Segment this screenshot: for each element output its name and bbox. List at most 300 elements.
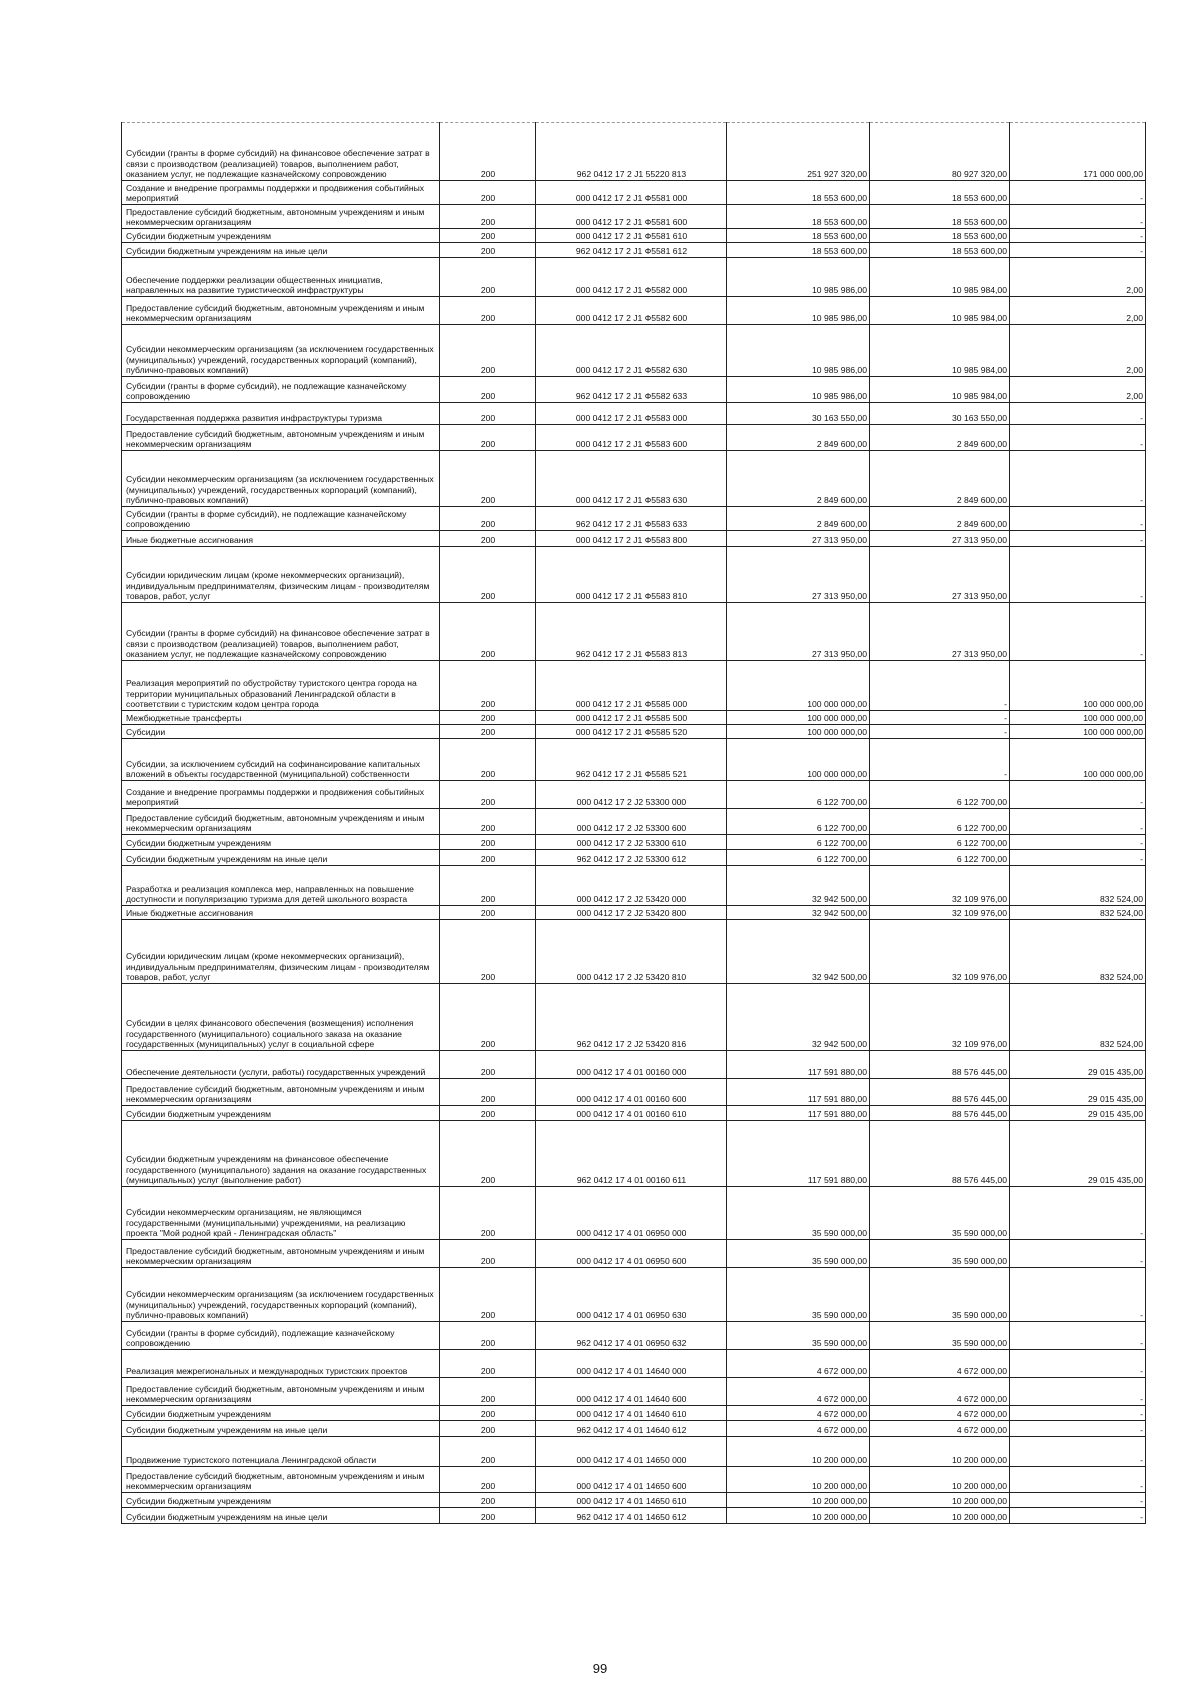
cell-line-code: 200 bbox=[440, 1406, 536, 1421]
cell-executed-amount: 6 122 700,00 bbox=[870, 850, 1010, 866]
table-row bbox=[122, 325, 1146, 377]
cell-line-code: 200 bbox=[440, 377, 536, 403]
table-row bbox=[122, 123, 1146, 181]
cell-executed-amount: 4 672 000,00 bbox=[870, 1350, 1010, 1378]
cell-classification-code: 000 0412 17 2 J1 Ф5581 610 bbox=[536, 229, 727, 243]
cell-unexecuted-amount: - bbox=[1010, 781, 1146, 809]
cell-line-code: 200 bbox=[440, 866, 536, 906]
cell-approved-amount: 2 849 600,00 bbox=[727, 507, 870, 531]
cell-approved-amount: 18 553 600,00 bbox=[727, 243, 870, 258]
cell-description: Предоставление субсидий бюджетным, автономным учреждениям и иным некоммерческим организациям bbox=[122, 1378, 440, 1406]
cell-unexecuted-amount: - bbox=[1010, 603, 1146, 661]
cell-description: Реализация межрегиональных и международных туристских проектов bbox=[122, 1350, 440, 1378]
cell-executed-amount: 32 109 976,00 bbox=[870, 906, 1010, 920]
cell-classification-code: 962 0412 17 2 J1 Ф5581 612 bbox=[536, 243, 727, 258]
cell-unexecuted-amount: - bbox=[1010, 1322, 1146, 1350]
cell-description: Субсидии, за исключением субсидий на софинансирование капитальных вложений в объекты государственной (муниципальной) собственности bbox=[122, 739, 440, 781]
cell-classification-code: 000 0412 17 4 01 14640 600 bbox=[536, 1378, 727, 1406]
cell-description: Субсидии бюджетным учреждениям на иные цели bbox=[122, 243, 440, 258]
cell-executed-amount: 10 200 000,00 bbox=[870, 1493, 1010, 1508]
cell-line-code: 200 bbox=[440, 1378, 536, 1406]
table-row bbox=[122, 377, 1146, 403]
cell-classification-code: 962 0412 17 2 J1 55220 813 bbox=[536, 123, 727, 181]
table-row bbox=[122, 1493, 1146, 1508]
cell-executed-amount: - bbox=[870, 725, 1010, 739]
table-row bbox=[122, 781, 1146, 809]
cell-executed-amount: 10 985 984,00 bbox=[870, 258, 1010, 297]
cell-approved-amount: 10 985 986,00 bbox=[727, 377, 870, 403]
cell-classification-code: 962 0412 17 2 J1 Ф5583 813 bbox=[536, 603, 727, 661]
cell-description: Продвижение туристского потенциала Ленинградской области bbox=[122, 1437, 440, 1467]
cell-description: Субсидии бюджетным учреждениям на иные цели bbox=[122, 850, 440, 866]
cell-description: Субсидии некоммерческим организациям (за исключением государственных (муниципальных) учреждений, государственных корпораций (компаний), публично-правовых компаний) bbox=[122, 1268, 440, 1322]
cell-classification-code: 000 0412 17 2 J2 53420 810 bbox=[536, 920, 727, 984]
cell-approved-amount: 6 122 700,00 bbox=[727, 781, 870, 809]
cell-unexecuted-amount: - bbox=[1010, 547, 1146, 603]
cell-description: Предоставление субсидий бюджетным, автономным учреждениям и иным некоммерческим организациям bbox=[122, 809, 440, 835]
page-number: 99 bbox=[592, 1661, 608, 1676]
cell-executed-amount: 35 590 000,00 bbox=[870, 1268, 1010, 1322]
cell-unexecuted-amount: - bbox=[1010, 507, 1146, 531]
table-row bbox=[122, 725, 1146, 739]
cell-line-code: 200 bbox=[440, 1493, 536, 1508]
cell-approved-amount: 117 591 880,00 bbox=[727, 1106, 870, 1121]
cell-unexecuted-amount: 2,00 bbox=[1010, 258, 1146, 297]
cell-executed-amount: 18 553 600,00 bbox=[870, 205, 1010, 229]
cell-classification-code: 000 0412 17 2 J1 Ф5583 810 bbox=[536, 547, 727, 603]
cell-line-code: 200 bbox=[440, 243, 536, 258]
cell-line-code: 200 bbox=[440, 850, 536, 866]
cell-line-code: 200 bbox=[440, 1268, 536, 1322]
cell-approved-amount: 100 000 000,00 bbox=[727, 661, 870, 711]
cell-classification-code: 000 0412 17 4 01 00160 610 bbox=[536, 1106, 727, 1121]
cell-unexecuted-amount: - bbox=[1010, 835, 1146, 850]
cell-description: Субсидии бюджетным учреждениям bbox=[122, 1493, 440, 1508]
cell-unexecuted-amount: - bbox=[1010, 205, 1146, 229]
cell-approved-amount: 251 927 320,00 bbox=[727, 123, 870, 181]
cell-unexecuted-amount: - bbox=[1010, 181, 1146, 205]
cell-classification-code: 962 0412 17 4 01 14640 612 bbox=[536, 1421, 727, 1437]
cell-approved-amount: 35 590 000,00 bbox=[727, 1187, 870, 1240]
table-row bbox=[122, 547, 1146, 603]
cell-classification-code: 962 0412 17 4 01 00160 611 bbox=[536, 1121, 727, 1187]
cell-description: Обеспечение деятельности (услуги, работы) государственных учреждений bbox=[122, 1051, 440, 1079]
table-row bbox=[122, 297, 1146, 325]
cell-line-code: 200 bbox=[440, 711, 536, 725]
cell-description: Субсидии бюджетным учреждениям bbox=[122, 1106, 440, 1121]
cell-approved-amount: 6 122 700,00 bbox=[727, 809, 870, 835]
cell-description: Субсидии некоммерческим организациям, не являющимся государственными (муниципальными) учреждениями, на реализацию проекта "Мой родной край - Ленинградская область" bbox=[122, 1187, 440, 1240]
cell-classification-code: 962 0412 17 2 J1 Ф5583 633 bbox=[536, 507, 727, 531]
cell-description: Создание и внедрение программы поддержки и продвижения событийных мероприятий bbox=[122, 181, 440, 205]
cell-description: Обеспечение поддержки реализации общественных инициатив, направленных на развитие туристической инфраструктуры bbox=[122, 258, 440, 297]
cell-classification-code: 000 0412 17 4 01 14650 000 bbox=[536, 1437, 727, 1467]
cell-approved-amount: 4 672 000,00 bbox=[727, 1378, 870, 1406]
cell-line-code: 200 bbox=[440, 1106, 536, 1121]
cell-classification-code: 000 0412 17 2 J1 Ф5585 520 bbox=[536, 725, 727, 739]
cell-description: Иные бюджетные ассигнования bbox=[122, 906, 440, 920]
table-row bbox=[122, 1421, 1146, 1437]
cell-executed-amount: 2 849 600,00 bbox=[870, 425, 1010, 451]
cell-unexecuted-amount: - bbox=[1010, 1240, 1146, 1268]
table-row bbox=[122, 1350, 1146, 1378]
cell-line-code: 200 bbox=[440, 1051, 536, 1079]
cell-approved-amount: 100 000 000,00 bbox=[727, 711, 870, 725]
cell-unexecuted-amount: - bbox=[1010, 451, 1146, 507]
cell-executed-amount: 2 849 600,00 bbox=[870, 451, 1010, 507]
cell-description: Предоставление субсидий бюджетным, автономным учреждениям и иным некоммерческим организациям bbox=[122, 297, 440, 325]
cell-unexecuted-amount: - bbox=[1010, 1508, 1146, 1524]
cell-classification-code: 000 0412 17 2 J2 53300 000 bbox=[536, 781, 727, 809]
table-row bbox=[122, 661, 1146, 711]
cell-unexecuted-amount: - bbox=[1010, 1406, 1146, 1421]
cell-classification-code: 000 0412 17 2 J1 Ф5583 600 bbox=[536, 425, 727, 451]
cell-line-code: 200 bbox=[440, 229, 536, 243]
cell-classification-code: 000 0412 17 2 J1 Ф5582 600 bbox=[536, 297, 727, 325]
cell-executed-amount: 27 313 950,00 bbox=[870, 603, 1010, 661]
table-row bbox=[122, 603, 1146, 661]
cell-approved-amount: 27 313 950,00 bbox=[727, 603, 870, 661]
table-row bbox=[122, 1437, 1146, 1467]
table-row bbox=[122, 1106, 1146, 1121]
cell-executed-amount: - bbox=[870, 661, 1010, 711]
cell-description: Субсидии бюджетным учреждениям на финансовое обеспечение государственного (муниципального) задания на оказание государственных (муниципальных) услуг (выполнение работ) bbox=[122, 1121, 440, 1187]
cell-unexecuted-amount: - bbox=[1010, 1421, 1146, 1437]
cell-approved-amount: 27 313 950,00 bbox=[727, 531, 870, 547]
cell-classification-code: 962 0412 17 2 J1 Ф5582 633 bbox=[536, 377, 727, 403]
cell-approved-amount: 10 200 000,00 bbox=[727, 1508, 870, 1524]
cell-unexecuted-amount: - bbox=[1010, 1268, 1146, 1322]
cell-line-code: 200 bbox=[440, 205, 536, 229]
cell-unexecuted-amount: - bbox=[1010, 809, 1146, 835]
cell-line-code: 200 bbox=[440, 984, 536, 1051]
cell-unexecuted-amount: 832 524,00 bbox=[1010, 906, 1146, 920]
cell-line-code: 200 bbox=[440, 781, 536, 809]
cell-description: Субсидии (гранты в форме субсидий), не подлежащие казначейскому сопровождению bbox=[122, 507, 440, 531]
cell-classification-code: 000 0412 17 4 01 00160 600 bbox=[536, 1079, 727, 1106]
cell-classification-code: 000 0412 17 2 J2 53420 800 bbox=[536, 906, 727, 920]
cell-executed-amount: 4 672 000,00 bbox=[870, 1421, 1010, 1437]
cell-unexecuted-amount: - bbox=[1010, 425, 1146, 451]
table-row bbox=[122, 205, 1146, 229]
cell-approved-amount: 4 672 000,00 bbox=[727, 1350, 870, 1378]
cell-line-code: 200 bbox=[440, 1240, 536, 1268]
cell-unexecuted-amount: - bbox=[1010, 1437, 1146, 1467]
cell-approved-amount: 117 591 880,00 bbox=[727, 1079, 870, 1106]
cell-description: Государственная поддержка развития инфраструктуры туризма bbox=[122, 403, 440, 425]
cell-line-code: 200 bbox=[440, 1437, 536, 1467]
cell-unexecuted-amount: 100 000 000,00 bbox=[1010, 661, 1146, 711]
cell-executed-amount: 27 313 950,00 bbox=[870, 547, 1010, 603]
cell-approved-amount: 6 122 700,00 bbox=[727, 850, 870, 866]
cell-approved-amount: 35 590 000,00 bbox=[727, 1322, 870, 1350]
cell-approved-amount: 117 591 880,00 bbox=[727, 1121, 870, 1187]
cell-executed-amount: 2 849 600,00 bbox=[870, 507, 1010, 531]
cell-approved-amount: 35 590 000,00 bbox=[727, 1240, 870, 1268]
cell-classification-code: 000 0412 17 4 01 14650 610 bbox=[536, 1493, 727, 1508]
cell-unexecuted-amount: - bbox=[1010, 1378, 1146, 1406]
cell-executed-amount: 18 553 600,00 bbox=[870, 243, 1010, 258]
cell-classification-code: 962 0412 17 2 J2 53420 816 bbox=[536, 984, 727, 1051]
cell-description: Субсидии некоммерческим организациям (за исключением государственных (муниципальных) учреждений, государственных корпораций (компаний), публично-правовых компаний) bbox=[122, 451, 440, 507]
table-row bbox=[122, 984, 1146, 1051]
cell-line-code: 200 bbox=[440, 739, 536, 781]
table-row bbox=[122, 1187, 1146, 1240]
cell-approved-amount: 117 591 880,00 bbox=[727, 1051, 870, 1079]
cell-approved-amount: 2 849 600,00 bbox=[727, 425, 870, 451]
cell-unexecuted-amount: - bbox=[1010, 1493, 1146, 1508]
cell-classification-code: 962 0412 17 4 01 06950 632 bbox=[536, 1322, 727, 1350]
cell-unexecuted-amount: 29 015 435,00 bbox=[1010, 1121, 1146, 1187]
cell-description: Субсидии некоммерческим организациям (за исключением государственных (муниципальных) учреждений, государственных корпораций (компаний), публично-правовых компаний) bbox=[122, 325, 440, 377]
cell-description: Предоставление субсидий бюджетным, автономным учреждениям и иным некоммерческим организациям bbox=[122, 425, 440, 451]
cell-line-code: 200 bbox=[440, 809, 536, 835]
cell-executed-amount: 4 672 000,00 bbox=[870, 1406, 1010, 1421]
cell-line-code: 200 bbox=[440, 906, 536, 920]
cell-classification-code: 000 0412 17 2 J1 Ф5583 000 bbox=[536, 403, 727, 425]
cell-line-code: 200 bbox=[440, 1421, 536, 1437]
cell-description: Субсидии юридическим лицам (кроме некоммерческих организаций), индивидуальным предпринимателям, физическим лицам - производителям товаров, работ, услуг bbox=[122, 547, 440, 603]
cell-executed-amount: 10 200 000,00 bbox=[870, 1437, 1010, 1467]
budget-table bbox=[121, 122, 1146, 1524]
cell-executed-amount: 80 927 320,00 bbox=[870, 123, 1010, 181]
cell-approved-amount: 32 942 500,00 bbox=[727, 866, 870, 906]
table-row bbox=[122, 1322, 1146, 1350]
cell-classification-code: 000 0412 17 2 J1 Ф5582 000 bbox=[536, 258, 727, 297]
table-row bbox=[122, 507, 1146, 531]
cell-line-code: 200 bbox=[440, 181, 536, 205]
cell-line-code: 200 bbox=[440, 920, 536, 984]
cell-approved-amount: 10 200 000,00 bbox=[727, 1467, 870, 1493]
cell-description: Субсидии (гранты в форме субсидий), не подлежащие казначейскому сопровождению bbox=[122, 377, 440, 403]
cell-executed-amount: 10 200 000,00 bbox=[870, 1467, 1010, 1493]
cell-classification-code: 000 0412 17 4 01 06950 630 bbox=[536, 1268, 727, 1322]
cell-classification-code: 000 0412 17 2 J1 Ф5585 500 bbox=[536, 711, 727, 725]
cell-approved-amount: 35 590 000,00 bbox=[727, 1268, 870, 1322]
cell-unexecuted-amount: 171 000 000,00 bbox=[1010, 123, 1146, 181]
cell-unexecuted-amount: - bbox=[1010, 531, 1146, 547]
cell-executed-amount: 35 590 000,00 bbox=[870, 1187, 1010, 1240]
cell-executed-amount: 6 122 700,00 bbox=[870, 835, 1010, 850]
cell-line-code: 200 bbox=[440, 1508, 536, 1524]
cell-line-code: 200 bbox=[440, 1467, 536, 1493]
cell-line-code: 200 bbox=[440, 1350, 536, 1378]
table-row bbox=[122, 181, 1146, 205]
cell-description: Субсидии (гранты в форме субсидий), подлежащие казначейскому сопровождению bbox=[122, 1322, 440, 1350]
cell-unexecuted-amount: 29 015 435,00 bbox=[1010, 1079, 1146, 1106]
cell-unexecuted-amount: 2,00 bbox=[1010, 297, 1146, 325]
cell-classification-code: 000 0412 17 4 01 14640 610 bbox=[536, 1406, 727, 1421]
cell-approved-amount: 30 163 550,00 bbox=[727, 403, 870, 425]
cell-line-code: 200 bbox=[440, 1187, 536, 1240]
cell-executed-amount: 6 122 700,00 bbox=[870, 809, 1010, 835]
cell-approved-amount: 10 985 986,00 bbox=[727, 297, 870, 325]
cell-classification-code: 000 0412 17 4 01 06950 600 bbox=[536, 1240, 727, 1268]
cell-description: Создание и внедрение программы поддержки и продвижения событийных мероприятий bbox=[122, 781, 440, 809]
cell-executed-amount: 88 576 445,00 bbox=[870, 1121, 1010, 1187]
cell-classification-code: 000 0412 17 4 01 06950 000 bbox=[536, 1187, 727, 1240]
cell-executed-amount: 10 200 000,00 bbox=[870, 1508, 1010, 1524]
cell-unexecuted-amount: - bbox=[1010, 403, 1146, 425]
cell-classification-code: 000 0412 17 4 01 14650 600 bbox=[536, 1467, 727, 1493]
cell-unexecuted-amount: 100 000 000,00 bbox=[1010, 739, 1146, 781]
cell-classification-code: 000 0412 17 2 J1 Ф5582 630 bbox=[536, 325, 727, 377]
cell-line-code: 200 bbox=[440, 325, 536, 377]
table-row bbox=[122, 1079, 1146, 1106]
cell-line-code: 200 bbox=[440, 661, 536, 711]
cell-approved-amount: 10 200 000,00 bbox=[727, 1493, 870, 1508]
table-row bbox=[122, 1121, 1146, 1187]
cell-executed-amount: 88 576 445,00 bbox=[870, 1051, 1010, 1079]
table-row bbox=[122, 850, 1146, 866]
cell-approved-amount: 100 000 000,00 bbox=[727, 739, 870, 781]
table-row bbox=[122, 403, 1146, 425]
cell-classification-code: 000 0412 17 2 J1 Ф5583 630 bbox=[536, 451, 727, 507]
cell-approved-amount: 18 553 600,00 bbox=[727, 181, 870, 205]
cell-executed-amount: 18 553 600,00 bbox=[870, 229, 1010, 243]
table-row bbox=[122, 258, 1146, 297]
cell-executed-amount: 35 590 000,00 bbox=[870, 1240, 1010, 1268]
cell-line-code: 200 bbox=[440, 297, 536, 325]
cell-approved-amount: 100 000 000,00 bbox=[727, 725, 870, 739]
cell-description: Предоставление субсидий бюджетным, автономным учреждениям и иным некоммерческим организациям bbox=[122, 205, 440, 229]
cell-unexecuted-amount: 100 000 000,00 bbox=[1010, 725, 1146, 739]
cell-executed-amount: 27 313 950,00 bbox=[870, 531, 1010, 547]
cell-classification-code: 000 0412 17 4 01 14640 000 bbox=[536, 1350, 727, 1378]
cell-classification-code: 000 0412 17 2 J2 53420 000 bbox=[536, 866, 727, 906]
cell-classification-code: 962 0412 17 2 J1 Ф5585 521 bbox=[536, 739, 727, 781]
cell-description: Субсидии бюджетным учреждениям bbox=[122, 229, 440, 243]
cell-unexecuted-amount: - bbox=[1010, 229, 1146, 243]
cell-classification-code: 000 0412 17 2 J1 Ф5583 800 bbox=[536, 531, 727, 547]
table-row bbox=[122, 1051, 1146, 1079]
cell-unexecuted-amount: 832 524,00 bbox=[1010, 866, 1146, 906]
cell-description: Реализация мероприятий по обустройству туристского центра города на территории муниципальных образований Ленинградской области в соответствии с туристским кодом центра города bbox=[122, 661, 440, 711]
table-row bbox=[122, 1268, 1146, 1322]
cell-approved-amount: 4 672 000,00 bbox=[727, 1421, 870, 1437]
cell-unexecuted-amount: - bbox=[1010, 1187, 1146, 1240]
cell-executed-amount: - bbox=[870, 739, 1010, 781]
table-row bbox=[122, 1406, 1146, 1421]
cell-executed-amount: 88 576 445,00 bbox=[870, 1106, 1010, 1121]
cell-executed-amount: - bbox=[870, 711, 1010, 725]
cell-executed-amount: 30 163 550,00 bbox=[870, 403, 1010, 425]
cell-executed-amount: 6 122 700,00 bbox=[870, 781, 1010, 809]
cell-line-code: 200 bbox=[440, 603, 536, 661]
cell-executed-amount: 4 672 000,00 bbox=[870, 1378, 1010, 1406]
table-row bbox=[122, 835, 1146, 850]
budget-table-body bbox=[122, 123, 1146, 1524]
cell-description: Субсидии bbox=[122, 725, 440, 739]
cell-line-code: 200 bbox=[440, 1079, 536, 1106]
cell-approved-amount: 4 672 000,00 bbox=[727, 1406, 870, 1421]
cell-line-code: 200 bbox=[440, 1322, 536, 1350]
cell-executed-amount: 35 590 000,00 bbox=[870, 1322, 1010, 1350]
cell-line-code: 200 bbox=[440, 835, 536, 850]
cell-classification-code: 000 0412 17 2 J2 53300 600 bbox=[536, 809, 727, 835]
cell-line-code: 200 bbox=[440, 547, 536, 603]
table-row bbox=[122, 866, 1146, 906]
cell-classification-code: 962 0412 17 4 01 14650 612 bbox=[536, 1508, 727, 1524]
cell-unexecuted-amount: 29 015 435,00 bbox=[1010, 1051, 1146, 1079]
table-row bbox=[122, 809, 1146, 835]
cell-description: Субсидии бюджетным учреждениям на иные цели bbox=[122, 1421, 440, 1437]
cell-executed-amount: 32 109 976,00 bbox=[870, 920, 1010, 984]
cell-executed-amount: 10 985 984,00 bbox=[870, 325, 1010, 377]
table-row bbox=[122, 531, 1146, 547]
cell-unexecuted-amount: - bbox=[1010, 243, 1146, 258]
cell-description: Разработка и реализация комплекса мер, направленных на повышение доступности и популяризацию туризма для детей школьного возраста bbox=[122, 866, 440, 906]
cell-classification-code: 000 0412 17 2 J1 Ф5585 000 bbox=[536, 661, 727, 711]
table-row bbox=[122, 711, 1146, 725]
cell-approved-amount: 32 942 500,00 bbox=[727, 984, 870, 1051]
cell-description: Иные бюджетные ассигнования bbox=[122, 531, 440, 547]
cell-approved-amount: 10 200 000,00 bbox=[727, 1437, 870, 1467]
cell-line-code: 200 bbox=[440, 403, 536, 425]
cell-approved-amount: 10 985 986,00 bbox=[727, 258, 870, 297]
cell-line-code: 200 bbox=[440, 425, 536, 451]
cell-line-code: 200 bbox=[440, 123, 536, 181]
cell-description: Предоставление субсидий бюджетным, автономным учреждениям и иным некоммерческим организациям bbox=[122, 1240, 440, 1268]
cell-unexecuted-amount: 2,00 bbox=[1010, 377, 1146, 403]
cell-line-code: 200 bbox=[440, 451, 536, 507]
cell-classification-code: 000 0412 17 2 J2 53300 610 bbox=[536, 835, 727, 850]
cell-line-code: 200 bbox=[440, 1121, 536, 1187]
cell-approved-amount: 6 122 700,00 bbox=[727, 835, 870, 850]
cell-description: Субсидии (гранты в форме субсидий) на финансовое обеспечение затрат в связи с производством (реализацией) товаров, выполнением работ, оказанием услуг, не подлежащие казначейскому сопровождению bbox=[122, 123, 440, 181]
cell-description: Предоставление субсидий бюджетным, автономным учреждениям и иным некоммерческим организациям bbox=[122, 1079, 440, 1106]
cell-line-code: 200 bbox=[440, 531, 536, 547]
cell-unexecuted-amount: - bbox=[1010, 850, 1146, 866]
table-row bbox=[122, 920, 1146, 984]
table-row bbox=[122, 425, 1146, 451]
cell-classification-code: 000 0412 17 4 01 00160 000 bbox=[536, 1051, 727, 1079]
cell-description: Субсидии юридическим лицам (кроме некоммерческих организаций), индивидуальным предпринимателям, физическим лицам - производителям товаров, работ, услуг bbox=[122, 920, 440, 984]
cell-description: Субсидии бюджетным учреждениям bbox=[122, 1406, 440, 1421]
cell-description: Субсидии бюджетным учреждениям bbox=[122, 835, 440, 850]
cell-approved-amount: 10 985 986,00 bbox=[727, 325, 870, 377]
table-row bbox=[122, 1240, 1146, 1268]
cell-line-code: 200 bbox=[440, 507, 536, 531]
cell-unexecuted-amount: 832 524,00 bbox=[1010, 984, 1146, 1051]
cell-classification-code: 000 0412 17 2 J1 Ф5581 000 bbox=[536, 181, 727, 205]
table-row bbox=[122, 229, 1146, 243]
cell-approved-amount: 32 942 500,00 bbox=[727, 920, 870, 984]
cell-approved-amount: 2 849 600,00 bbox=[727, 451, 870, 507]
cell-unexecuted-amount: 29 015 435,00 bbox=[1010, 1106, 1146, 1121]
cell-executed-amount: 10 985 984,00 bbox=[870, 377, 1010, 403]
cell-description: Субсидии в целях финансового обеспечения (возмещения) исполнения государственного (муниципального) социального заказа на оказание государственных (муниципальных) услуг в социальной сфере bbox=[122, 984, 440, 1051]
table-row bbox=[122, 739, 1146, 781]
table-row bbox=[122, 1378, 1146, 1406]
cell-unexecuted-amount: 832 524,00 bbox=[1010, 920, 1146, 984]
cell-approved-amount: 18 553 600,00 bbox=[727, 229, 870, 243]
cell-classification-code: 962 0412 17 2 J2 53300 612 bbox=[536, 850, 727, 866]
cell-unexecuted-amount: 100 000 000,00 bbox=[1010, 711, 1146, 725]
cell-executed-amount: 18 553 600,00 bbox=[870, 181, 1010, 205]
cell-line-code: 200 bbox=[440, 258, 536, 297]
table-row bbox=[122, 451, 1146, 507]
table-row bbox=[122, 1508, 1146, 1524]
table-row bbox=[122, 906, 1146, 920]
cell-description: Межбюджетные трансферты bbox=[122, 711, 440, 725]
cell-unexecuted-amount: - bbox=[1010, 1350, 1146, 1378]
cell-executed-amount: 32 109 976,00 bbox=[870, 866, 1010, 906]
cell-unexecuted-amount: - bbox=[1010, 1467, 1146, 1493]
cell-approved-amount: 32 942 500,00 bbox=[727, 906, 870, 920]
cell-approved-amount: 27 313 950,00 bbox=[727, 547, 870, 603]
cell-executed-amount: 10 985 984,00 bbox=[870, 297, 1010, 325]
